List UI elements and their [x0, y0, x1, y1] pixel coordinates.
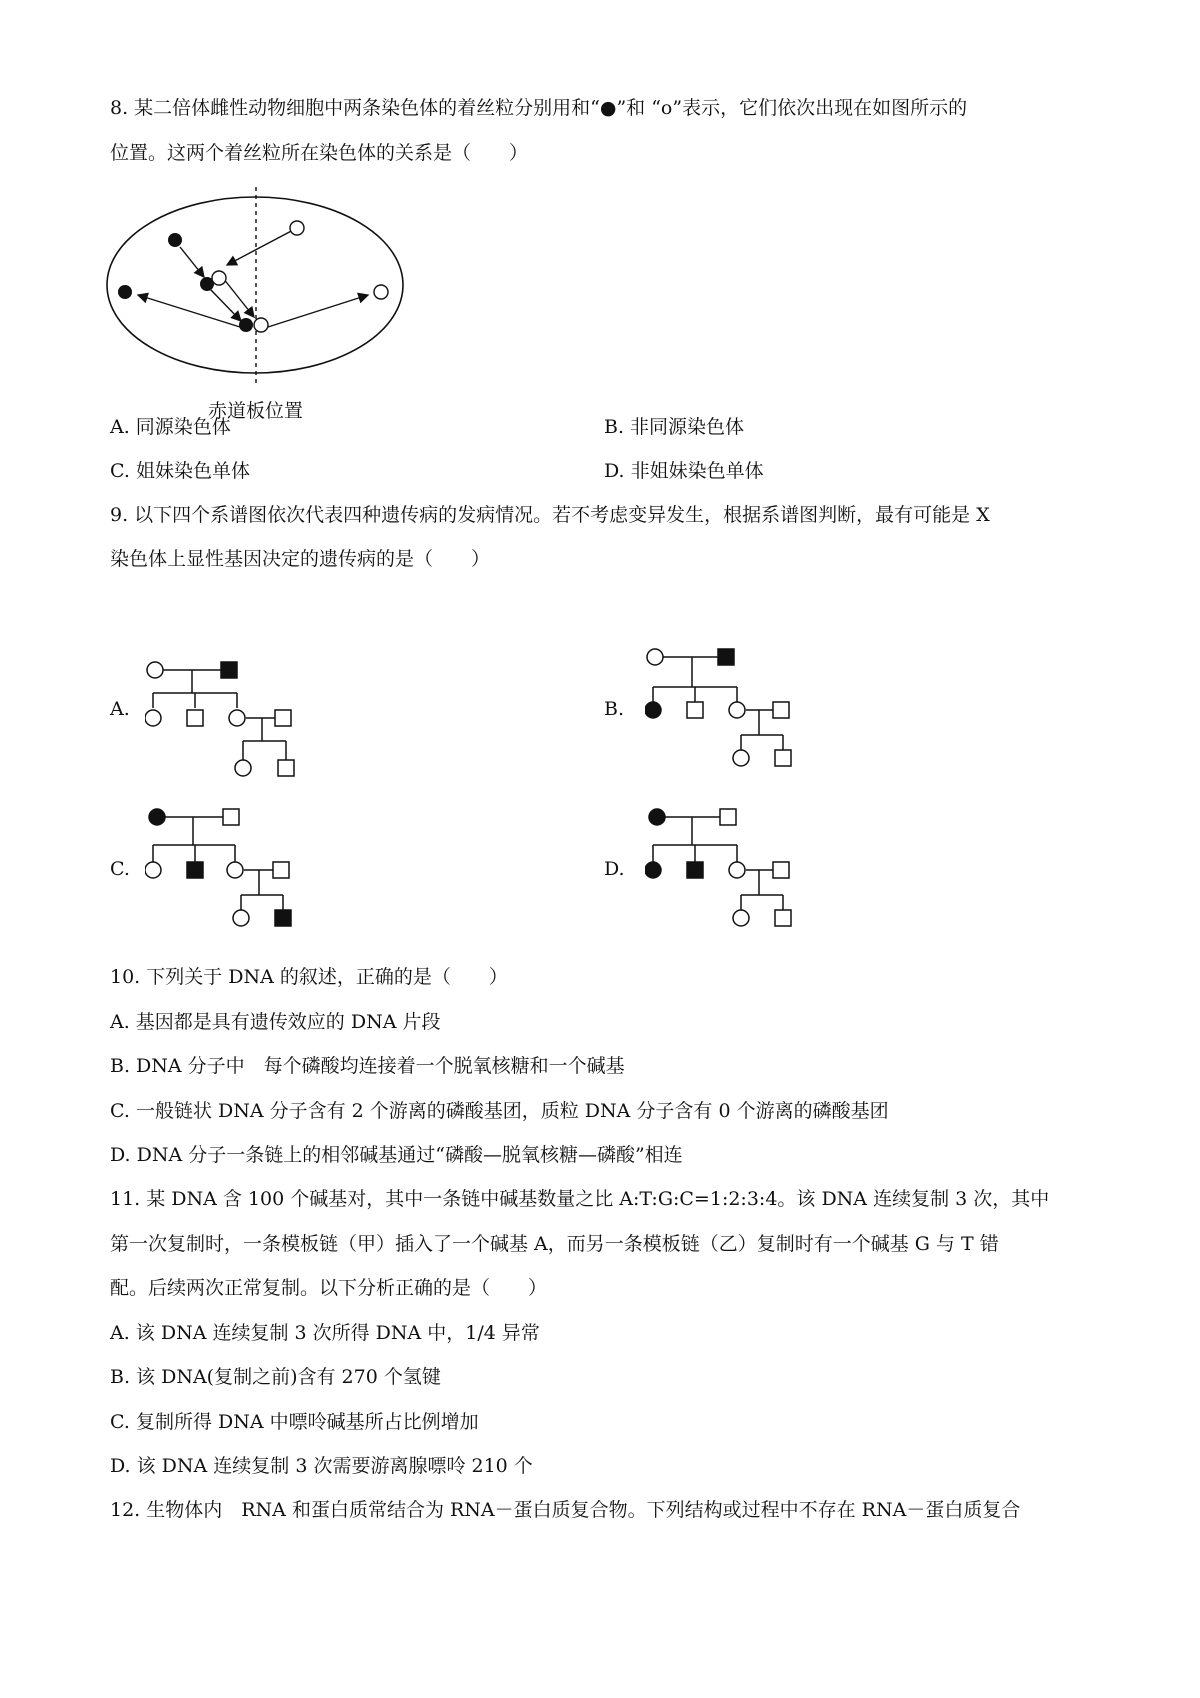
q8-option-b[interactable]: B. 非同源染色体 — [604, 416, 745, 438]
filled-centromere — [239, 318, 253, 332]
q10-stem: 10. 下列关于 DNA 的叙述，正确的是（ ） — [110, 966, 508, 988]
hollow-centromere — [254, 318, 268, 332]
q11-option-a[interactable]: A. 该 DNA 连续复制 3 次所得 DNA 中，1/4 异常 — [110, 1322, 540, 1344]
pedigree-b-label[interactable]: B. — [604, 698, 625, 720]
q10-option-d[interactable]: D. DNA 分子一条链上的相邻碱基通过“磷酸—脱氧核糖—磷酸”相连 — [110, 1144, 683, 1166]
pedigree-b — [645, 640, 815, 775]
q11-stem-line1: 11. 某 DNA 含 100 个碱基对，其中一条链中碱基数量之比 A:T:G:C=1:2:3:4。该 DNA 连续复制 3 次，其中 — [110, 1188, 1050, 1210]
q8-option-d[interactable]: D. 非姐妹染色单体 — [604, 460, 764, 482]
q10-option-a[interactable]: A. 基因都是具有遗传效应的 DNA 片段 — [110, 1011, 441, 1033]
q11-stem-line3: 配。后续两次正常复制。以下分析正确的是（ ） — [110, 1277, 548, 1299]
q9-stem-line2: 染色体上显性基因决定的遗传病的是（ ） — [110, 548, 491, 570]
cell-diagram — [100, 185, 440, 425]
filled-centromere — [168, 233, 182, 247]
pedigree-c — [145, 800, 315, 935]
q8-option-a[interactable]: A. 同源染色体 — [110, 416, 231, 438]
cell-outline — [107, 197, 403, 373]
q11-option-c[interactable]: C. 复制所得 DNA 中嘌呤碱基所占比例增加 — [110, 1411, 479, 1433]
hollow-centromere — [212, 271, 226, 285]
pedigree-d-label[interactable]: D. — [604, 858, 625, 880]
equatorial-plate-label: 赤道板位置 — [208, 400, 304, 422]
filled-centromere — [118, 285, 132, 299]
pedigree-a-label[interactable]: A. — [110, 698, 130, 720]
q12-stem-line1: 12. 生物体内 RNA 和蛋白质常结合为 RNA－蛋白质复合物。下列结构或过程中不存在 RNA－蛋白质复合 — [110, 1499, 1021, 1521]
q10-option-b[interactable]: B. DNA 分子中 每个磷酸均连接着一个脱氧核糖和一个碱基 — [110, 1055, 625, 1077]
q10-option-c[interactable]: C. 一般链状 DNA 分子含有 2 个游离的磷酸基团，质粒 DNA 分子含有 0 个游离的磷酸基团 — [110, 1100, 889, 1122]
q11-option-d[interactable]: D. 该 DNA 连续复制 3 次需要游离腺嘌呤 210 个 — [110, 1455, 533, 1477]
pedigree-a — [145, 648, 315, 783]
q8-stem-line1: 8. 某二倍体雌性动物细胞中两条染色体的着丝粒分别用和“●”和 “o”表示，它们依次出现在如图所示的 — [110, 97, 968, 119]
q11-option-b[interactable]: B. 该 DNA(复制之前)含有 270 个氢键 — [110, 1366, 441, 1388]
q11-stem-line2: 第一次复制时，一条模板链（甲）插入了一个碱基 A，而另一条模板链（乙）复制时有一个碱基 G 与 T 错 — [110, 1233, 999, 1255]
pedigree-c-label[interactable]: C. — [110, 858, 130, 880]
pedigree-d — [645, 800, 815, 935]
q9-stem-line1: 9. 以下四个系谱图依次代表四种遗传病的发病情况。若不考虑变异发生，根据系谱图判断，最有可能是 X — [110, 504, 990, 526]
hollow-centromere — [374, 285, 388, 299]
hollow-centromere — [290, 221, 304, 235]
centromere-figure — [100, 185, 440, 425]
q8-stem-line2: 位置。这两个着丝粒所在染色体的关系是（ ） — [110, 142, 529, 164]
q8-option-c[interactable]: C. 姐妹染色单体 — [110, 460, 250, 482]
